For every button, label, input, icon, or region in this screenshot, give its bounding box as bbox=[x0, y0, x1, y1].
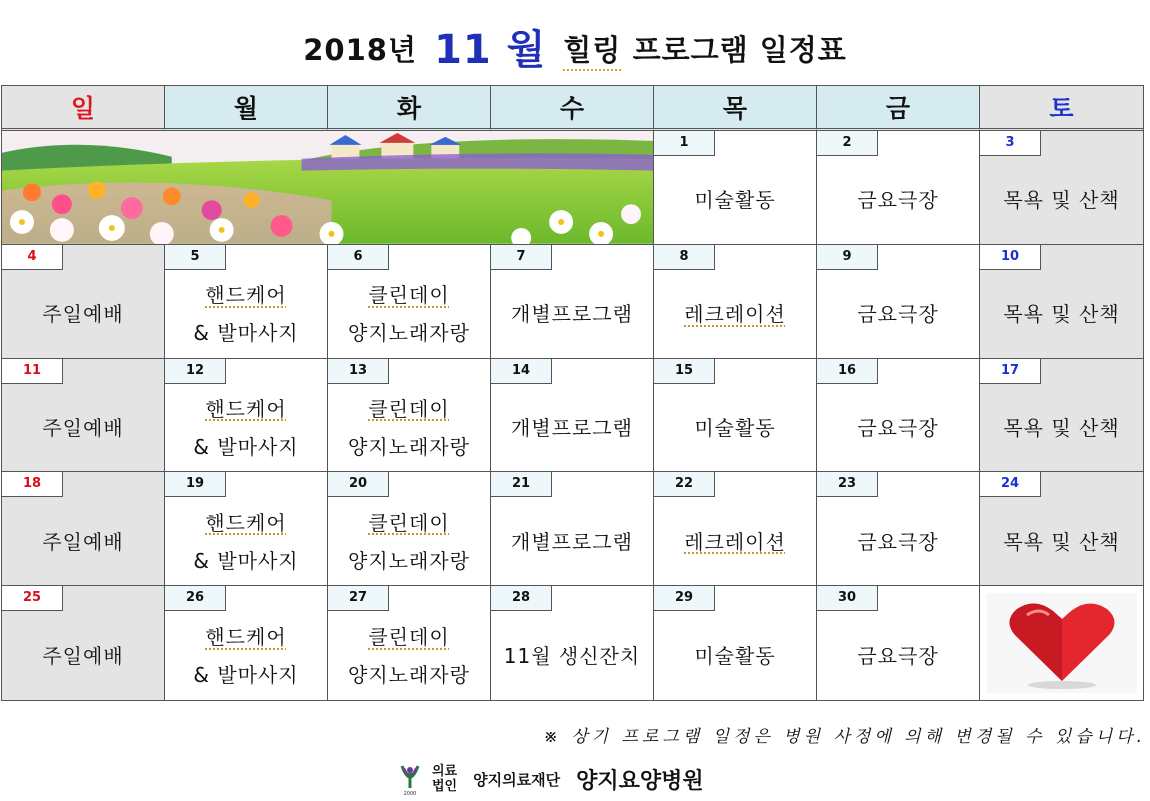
day-number: 1 bbox=[654, 131, 715, 156]
activity-line: 목욕 및 산책 bbox=[1003, 415, 1120, 440]
activity-line: 양지노래자랑 bbox=[348, 663, 470, 688]
day-activity bbox=[817, 385, 979, 472]
day-activity bbox=[2, 271, 164, 358]
activity-line: 개별프로그램 bbox=[511, 529, 633, 554]
day-number: 21 bbox=[491, 472, 552, 497]
day-activity bbox=[654, 157, 816, 244]
heart-illustration bbox=[980, 586, 1143, 700]
title-month: 11 월 bbox=[434, 27, 547, 73]
calendar-day bbox=[654, 472, 817, 586]
activity-line: 금요극장 bbox=[857, 302, 939, 327]
day-number: 20 bbox=[328, 472, 389, 497]
calendar-day bbox=[328, 472, 491, 586]
day-activity bbox=[817, 271, 979, 358]
day-number: 9 bbox=[817, 245, 878, 270]
calendar-day bbox=[654, 131, 817, 245]
activity-line: 양지노래자랑 bbox=[348, 548, 470, 573]
day-activity bbox=[980, 385, 1143, 472]
day-number: 25 bbox=[2, 586, 63, 611]
calendar-day bbox=[817, 586, 980, 700]
day-activity bbox=[2, 498, 164, 585]
activity-line: 개별프로그램 bbox=[511, 302, 633, 327]
activity-line: 개별프로그램 bbox=[511, 415, 633, 440]
calendar-day bbox=[817, 131, 980, 245]
calendar-grid bbox=[1, 85, 1144, 701]
day-activity bbox=[817, 612, 979, 700]
calendar-day bbox=[165, 359, 328, 473]
day-activity bbox=[491, 498, 653, 585]
day-activity bbox=[980, 271, 1143, 358]
day-activity bbox=[328, 498, 490, 585]
activity-line: 레크레이션 bbox=[684, 302, 786, 327]
foundation-name: 양지의료재단 bbox=[473, 770, 561, 789]
calendar-day bbox=[980, 472, 1143, 586]
calendar-day bbox=[2, 359, 165, 473]
activity-line: & 발마사지 bbox=[193, 434, 299, 459]
day-activity bbox=[165, 612, 327, 700]
calendar-day bbox=[165, 245, 328, 359]
activity-line: 레크레이션 bbox=[684, 529, 786, 554]
calendar-day bbox=[328, 245, 491, 359]
activity-line: 핸드케어 bbox=[205, 396, 287, 421]
activity-line: 11월 생신잔치 bbox=[503, 644, 641, 669]
activity-line: 목욕 및 산책 bbox=[1003, 188, 1120, 213]
calendar-day bbox=[165, 472, 328, 586]
day-number: 3 bbox=[980, 131, 1041, 156]
day-number: 19 bbox=[165, 472, 226, 497]
day-number: 29 bbox=[654, 586, 715, 611]
activity-line: & 발마사지 bbox=[193, 548, 299, 573]
activity-line: 금요극장 bbox=[857, 415, 939, 440]
weekday-header: 목 bbox=[654, 86, 817, 131]
day-activity bbox=[654, 612, 816, 700]
activity-line: & 발마사지 bbox=[193, 321, 299, 346]
day-activity bbox=[491, 271, 653, 358]
logo-year: 2000 bbox=[403, 791, 417, 796]
title-year: 2018년 bbox=[303, 33, 417, 67]
day-number: 16 bbox=[817, 359, 878, 384]
day-number: 13 bbox=[328, 359, 389, 384]
calendar-day bbox=[491, 472, 654, 586]
day-activity bbox=[817, 157, 979, 244]
calendar-day bbox=[980, 359, 1143, 473]
activity-line: 주일예배 bbox=[42, 644, 124, 669]
day-activity bbox=[980, 498, 1143, 585]
activity-line: 목욕 및 산책 bbox=[1003, 529, 1120, 554]
activity-line: 양지노래자랑 bbox=[348, 321, 470, 346]
calendar-day bbox=[980, 245, 1143, 359]
weekday-header: 금 bbox=[817, 86, 980, 131]
corp-label: 의료 법인 bbox=[432, 764, 458, 794]
activity-line: 금요극장 bbox=[857, 644, 939, 669]
weekday-header: 수 bbox=[491, 86, 654, 131]
calendar-day bbox=[328, 359, 491, 473]
weekday-header: 토 bbox=[980, 86, 1143, 131]
flower-field-banner bbox=[2, 131, 654, 245]
activity-line: 금요극장 bbox=[857, 188, 939, 213]
day-number: 14 bbox=[491, 359, 552, 384]
day-activity bbox=[165, 385, 327, 472]
day-number: 8 bbox=[654, 245, 715, 270]
day-activity bbox=[980, 157, 1143, 244]
activity-line: 미술활동 bbox=[694, 188, 776, 213]
calendar-day bbox=[491, 586, 654, 700]
calendar-day bbox=[817, 359, 980, 473]
calendar-day bbox=[165, 586, 328, 700]
day-number: 10 bbox=[980, 245, 1041, 270]
calendar-day bbox=[654, 245, 817, 359]
day-activity bbox=[654, 385, 816, 472]
day-number: 30 bbox=[817, 586, 878, 611]
activity-line: 클린데이 bbox=[368, 510, 450, 535]
day-activity bbox=[654, 271, 816, 358]
day-number: 15 bbox=[654, 359, 715, 384]
calendar-day bbox=[817, 245, 980, 359]
activity-line: 미술활동 bbox=[694, 644, 776, 669]
calendar-day bbox=[491, 245, 654, 359]
activity-line: 주일예배 bbox=[42, 415, 124, 440]
day-number: 28 bbox=[491, 586, 552, 611]
day-activity bbox=[328, 385, 490, 472]
calendar-day bbox=[2, 472, 165, 586]
day-number: 27 bbox=[328, 586, 389, 611]
hospital-logo-icon bbox=[398, 762, 422, 796]
activity-line: 금요극장 bbox=[857, 529, 939, 554]
activity-line: 미술활동 bbox=[694, 415, 776, 440]
weekday-header: 화 bbox=[328, 86, 491, 131]
day-number: 11 bbox=[2, 359, 63, 384]
activity-line: 핸드케어 bbox=[205, 283, 287, 308]
weekday-header: 월 bbox=[165, 86, 328, 131]
day-activity bbox=[165, 498, 327, 585]
page-title bbox=[0, 18, 1150, 75]
day-number: 17 bbox=[980, 359, 1041, 384]
activity-line: 양지노래자랑 bbox=[348, 434, 470, 459]
activity-line: 핸드케어 bbox=[205, 510, 287, 535]
calendar-day bbox=[654, 586, 817, 700]
day-activity bbox=[2, 612, 164, 700]
day-activity bbox=[165, 271, 327, 358]
day-number: 2 bbox=[817, 131, 878, 156]
day-number: 22 bbox=[654, 472, 715, 497]
activity-line: & 발마사지 bbox=[193, 663, 299, 688]
calendar-day bbox=[654, 359, 817, 473]
day-activity bbox=[328, 271, 490, 358]
day-activity bbox=[491, 385, 653, 472]
day-number: 6 bbox=[328, 245, 389, 270]
day-activity bbox=[328, 612, 490, 700]
day-number: 4 bbox=[2, 245, 63, 270]
activity-line: 주일예배 bbox=[42, 302, 124, 327]
title-healing: 힐링 bbox=[563, 33, 621, 71]
calendar-day bbox=[491, 359, 654, 473]
activity-line: 주일예배 bbox=[42, 529, 124, 554]
day-number: 18 bbox=[2, 472, 63, 497]
activity-line: 클린데이 bbox=[368, 625, 450, 650]
activity-line: 클린데이 bbox=[368, 396, 450, 421]
calendar-day bbox=[817, 472, 980, 586]
activity-line: 클린데이 bbox=[368, 283, 450, 308]
activity-line: 목욕 및 산책 bbox=[1003, 302, 1120, 327]
calendar-day bbox=[328, 586, 491, 700]
day-number: 26 bbox=[165, 586, 226, 611]
activity-line: 핸드케어 bbox=[205, 625, 287, 650]
calendar-day bbox=[2, 586, 165, 700]
day-number: 7 bbox=[491, 245, 552, 270]
title-rest: 프로그램 일정표 bbox=[632, 33, 847, 67]
day-number: 23 bbox=[817, 472, 878, 497]
day-activity bbox=[491, 612, 653, 700]
hospital-footer bbox=[398, 762, 704, 796]
schedule-notice: ※ 상기 프로그램 일정은 병원 사정에 의해 변경될 수 있습니다. bbox=[543, 727, 1146, 747]
weekday-header: 일 bbox=[2, 86, 165, 131]
day-activity bbox=[654, 498, 816, 585]
day-activity bbox=[817, 498, 979, 585]
day-activity bbox=[2, 385, 164, 472]
day-number: 12 bbox=[165, 359, 226, 384]
calendar-day bbox=[2, 245, 165, 359]
hospital-name: 양지요양병원 bbox=[576, 768, 704, 794]
day-number: 5 bbox=[165, 245, 226, 270]
day-number: 24 bbox=[980, 472, 1041, 497]
calendar-day bbox=[980, 131, 1143, 245]
